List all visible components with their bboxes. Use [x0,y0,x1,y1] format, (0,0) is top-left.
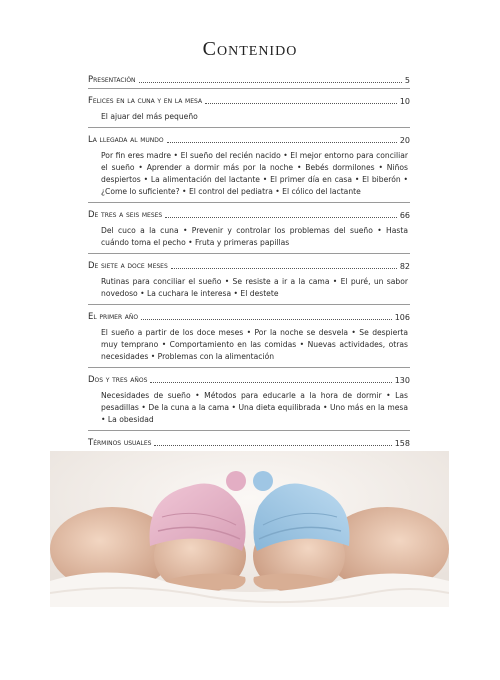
toc-section [88,304,410,367]
toc-entry-title: El primer año [88,312,139,322]
toc-page-number: 82 [399,262,410,271]
toc-entry-title: De tres a seis meses [88,210,163,220]
toc-entry[interactable] [88,431,410,451]
toc-entry[interactable] [88,203,410,223]
dot-leader [150,382,391,383]
toc-entry-title: De siete a doce meses [88,261,168,271]
dot-leader [167,142,397,143]
toc-subtopics: Necesidades de sueño • Métodos para educarle a la hora de dormir • Las pesadillas • De la cuna a la cama • Una dieta equilibrada • Uno más en la mesa • La obesidad [101,391,408,424]
toc-subtopics: Del cuco a la cuna • Prevenir y controlar los problemas del sueño • Hasta cuándo toma el pecho • Fruta y primeras papillas [101,226,408,247]
toc-entry-title: Dos y tres años [88,375,148,385]
toc-entry-title: Felices en la cuna y en la mesa [88,96,203,106]
toc-page-number: 20 [399,136,410,145]
toc-page-number: 130 [394,376,410,385]
toc-section [88,88,410,127]
toc-section [88,430,410,451]
toc-section [88,127,410,202]
toc-section [88,253,410,304]
dot-leader [171,268,397,269]
table-of-contents [88,68,410,472]
toc-page-number: 5 [404,76,410,85]
dot-leader [141,319,392,320]
blue-hat-tassel [253,471,273,491]
toc-page-number: 66 [399,211,410,220]
toc-subtopics: El sueño a partir de los doce meses • Por la noche se desvela • Se despierta muy temprano • Comportamiento en las comidas • Nuevas actividades, otras necesidades • Problemas con la alimentación [101,328,408,361]
pink-hat-tassel [226,471,246,491]
toc-entry[interactable] [88,89,410,109]
babies-photo [50,451,449,607]
toc-section [88,367,410,430]
toc-page-number: 158 [394,439,410,448]
dot-leader [139,82,402,83]
toc-section [88,68,410,88]
toc-entry[interactable] [88,68,410,88]
toc-entry-title: La llegada al mundo [88,135,164,145]
toc-page-number: 106 [394,313,410,322]
toc-entry-title: Presentación [88,75,136,85]
toc-entry[interactable] [88,368,410,388]
dot-leader [165,217,397,218]
sleeping-babies-illustration [50,451,449,607]
toc-page-number: 10 [399,97,410,106]
toc-subtopics: Por fin eres madre • El sueño del recién nacido • El mejor entorno para conciliar el sueño • Aprender a dormir más por la noche • Bebés dormilones • Niños despiertos • La alimentación del lactante • El primer día en casa • El biberón • ¿Come lo suficiente? • El control del pediatra • El cólico del lactante [101,151,408,196]
toc-subtopics: El ajuar del más pequeño [101,112,198,121]
toc-section [88,202,410,253]
dot-leader [205,103,397,104]
toc-entry-title: Términos usuales [88,438,152,448]
toc-entry[interactable] [88,305,410,325]
toc-entry[interactable] [88,128,410,148]
toc-entry[interactable] [88,254,410,274]
page-title: Contenido [202,38,298,60]
toc-subtopics: Rutinas para conciliar el sueño • Se resiste a ir a la cama • El puré, un sabor novedoso • La cuchara le interesa • El destete [101,277,408,298]
dot-leader [154,445,391,446]
